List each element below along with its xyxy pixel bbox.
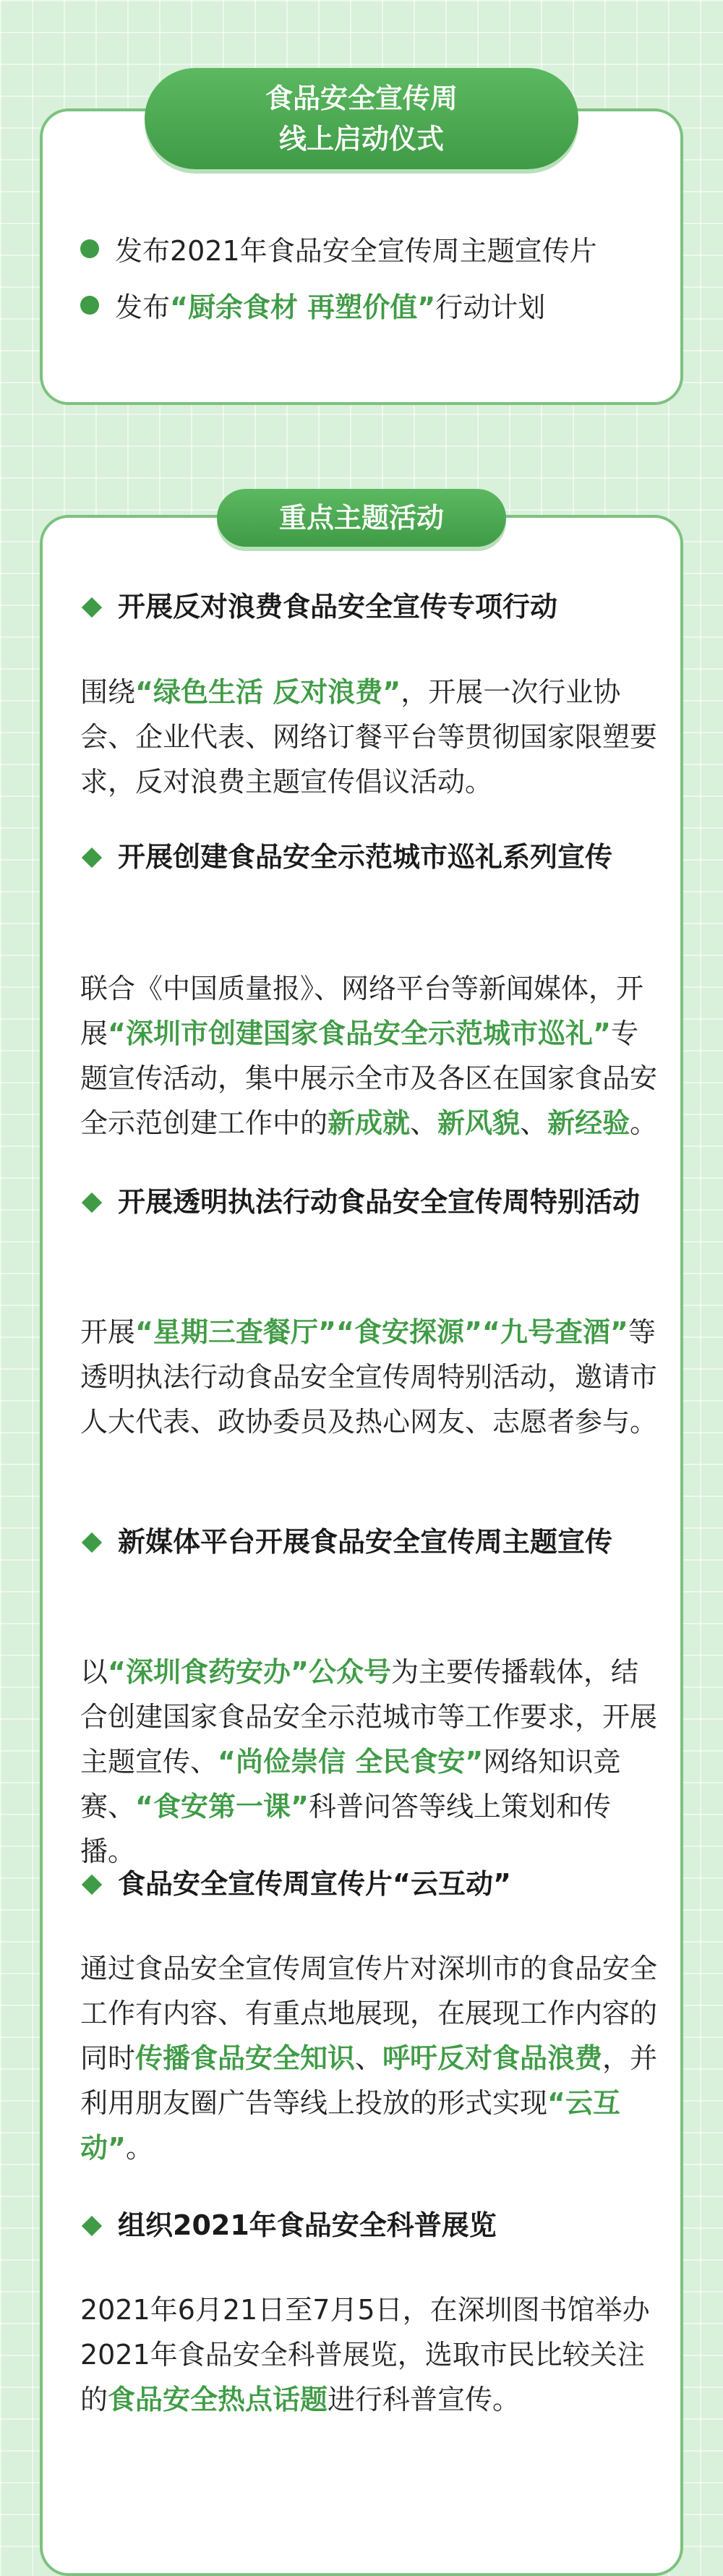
section-paragraph: 联合《中国质量报》、网络平台等新闻媒体，开展“深圳市创建国家食品安全示范城市巡礼”专题宣传活动，集中展示全市及各区在国家食品安全示范创建工作中的新成就、新风貌、新经验。 (80, 973, 658, 1139)
bullet-item (80, 229, 597, 268)
diamond-icon (82, 847, 102, 867)
bullet-text-pre: 发布 (115, 291, 171, 323)
activities-title-pill: 重点主题活动 (217, 489, 506, 547)
section-title: 开展透明执法行动食品安全宣传周特别活动 (80, 1180, 659, 1224)
section-title: 组织2021年食品安全科普展览 (80, 2203, 659, 2248)
activities-card (40, 502, 683, 2576)
section-title: 开展创建食品安全示范城市巡礼系列宣传 (80, 835, 659, 879)
launch-title-line1: 食品安全宣传周 (265, 82, 458, 114)
launch-title-pill (145, 68, 578, 169)
bullet-dot (80, 239, 99, 258)
bullet-text-post: 行动计划 (435, 291, 546, 323)
section-paragraph: 围绕“绿色生活 反对浪费”，开展一次行业协会、企业代表、网络订餐平台等贯彻国家限塑要求，反对浪费主题宣传倡议活动。 (80, 676, 658, 798)
diamond-icon (82, 2215, 102, 2235)
section-title: 开展反对浪费食品安全宣传专项行动 (80, 584, 659, 629)
bullet-dot (80, 296, 99, 315)
section-title: 食品安全宣传周宣传片“云互动” (80, 1861, 659, 1906)
section-paragraph: 以“深圳食药安办”公众号为主要传播载体，结合创建国家食品安全示范城市等工作要求，开展主题宣传、“尚俭崇信 全民食安”网络知识竞赛、“食安第一课”科普问答等线上策划和传播。 (80, 1656, 658, 1867)
section-paragraph: 通过食品安全宣传周宣传片对深圳市的食品安全工作有内容、有重点地展现，在展现工作内容的同时传播食品安全知识、呼吁反对食品浪费，并利用朋友圈广告等线上投放的形式实现“云互动”。 (80, 1953, 658, 2164)
section-paragraph: 开展“星期三查餐厅”“食安探源”“九号查酒”等透明执法行动食品安全宣传周特别活动，邀请市人大代表、政协委员及热心网友、志愿者参与。 (80, 1316, 658, 1438)
diamond-icon (82, 1874, 102, 1894)
section-paragraph: 2021年6月21日至7月5日，在深圳图书馆举办2021年食品安全科普展览，选取市民比较关注的食品安全热点话题进行科普宣传。 (80, 2294, 650, 2415)
diamond-icon (82, 597, 102, 617)
diamond-icon (82, 1192, 102, 1212)
bullet-highlight: “厨余食材 再塑价值” (170, 291, 436, 323)
launch-title-line2: 线上启动仪式 (278, 123, 444, 155)
diamond-icon (82, 1532, 102, 1552)
launch-card (40, 82, 683, 405)
bullet-item (80, 285, 545, 325)
section-title: 新媒体平台开展食品安全宣传周主题宣传 (80, 1519, 659, 1564)
bullet-text: 发布2021年食品安全宣传周主题宣传片 (115, 235, 597, 267)
